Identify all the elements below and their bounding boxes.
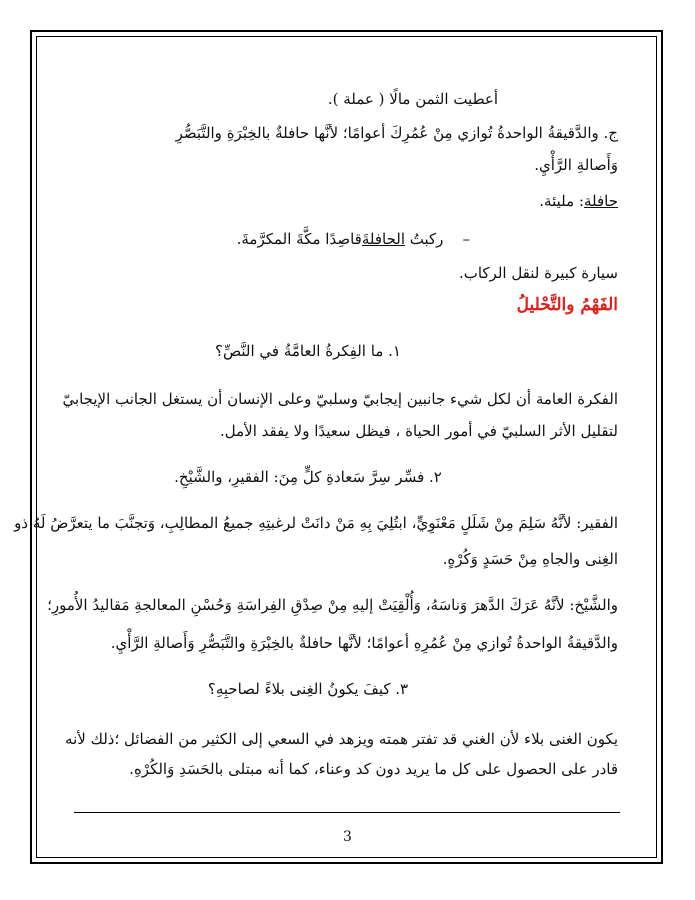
question-3: ٣. كيفَ يكونُ الغِنى بلاءً لصاحبِهِ؟ xyxy=(207,680,409,698)
dash-bullet: – xyxy=(462,230,470,248)
text-line: وَأَصالةِ الرَّأْيِ. xyxy=(534,156,618,174)
answer-3-line: يكون الغنى بلاء لأن الغني قد تفتر همته ويزهد في السعي إلى الكثير من الفضائل ؛ذلك لأنه xyxy=(65,730,618,748)
question-1: ١. ما الفِكرةُ العامَّةُ في النَّصِّ؟ xyxy=(215,342,401,360)
answer-2-line: الفقير: لأنَّهُ سَلِمَ مِنْ شَلَلٍ مَعْنَوِيٍّ، ابتُلِيَ بِهِ مَنْ دانَتْ لرغبتِهِ جميعُ المطالِبِ، وَتجنَّبَ ما يتعرَّضُ لَهُ ذو xyxy=(14,514,618,532)
example-line xyxy=(78,228,470,250)
answer-2-line: الغِنى والجاهِ مِنْ حَسَدٍ وَكُرْهٍ. xyxy=(442,550,618,568)
example-text: قاصِدًا مكَّةَ المكرَّمةَ. xyxy=(236,230,362,248)
footer-divider xyxy=(74,812,620,813)
text-line: أعطيت الثمن مالًا ( عملة ). xyxy=(327,90,498,108)
section-title: الفَهْمُ والتَّحْليلُ xyxy=(516,295,618,315)
answer-1-line: الفكرة العامة أن لكل شيء جانبين إيجابيّ وسلبيّ وعلى الإنسان أن يستغل الجانب الإيجابيّ xyxy=(62,390,618,408)
text-line: سيارة كبيرة لنقل الركاب. xyxy=(458,264,618,282)
definition-line xyxy=(78,190,618,212)
answer-3-line: قادر على الحصول على كل ما يريد دون كد وعناء، كما أنه مبتلى بالحَسَدِ وَالكُرْهِ. xyxy=(129,760,618,778)
definition-text: : مليئة. xyxy=(539,192,584,210)
question-2: ٢. فسِّر سِرَّ سَعادةِ كلٍّ مِنَ: الفقيرِ، والشَّيْخِ. xyxy=(174,468,442,486)
example-text: ركبتُ xyxy=(405,230,444,248)
document-body xyxy=(14,82,618,822)
text-line: ج. والدَّقيقةُ الواحدةُ تُوازي مِنْ عُمُرِكَ أعوامًا؛ لأنَّها حافلةٌ بالخِبْرَةِ والتَّبَصُّرِ xyxy=(175,124,618,142)
example-word: الحافلةَ xyxy=(361,230,405,248)
answer-2-line: والشَّيْخ: لأنَّهُ عَرَكَ الدَّهرَ وَناسَهُ، وَأُلْقِيَتْ إليهِ مِنْ صِدْقِ الفِراسَةِ وَحُسْنِ المعالجةِ مَقاليدُ الأُمورِ؛ xyxy=(47,596,618,614)
answer-2-line: والدَّقيقةُ الواحدةُ تُوازي مِنْ عُمُرِهِ أعوامًا؛ لأنَّها حافلةٌ بالخِبْرَةِ والتَّبَصُّرِ وَأَصالةِ الرَّأْيِ. xyxy=(110,634,618,652)
page-number: 3 xyxy=(343,829,352,845)
defined-word: حافلة xyxy=(583,192,618,210)
answer-1-line: لتقليل الأثر السلبيّ في أمور الحياة ، فيظل سعيدًا ولا يفقد الأمل. xyxy=(220,422,618,440)
